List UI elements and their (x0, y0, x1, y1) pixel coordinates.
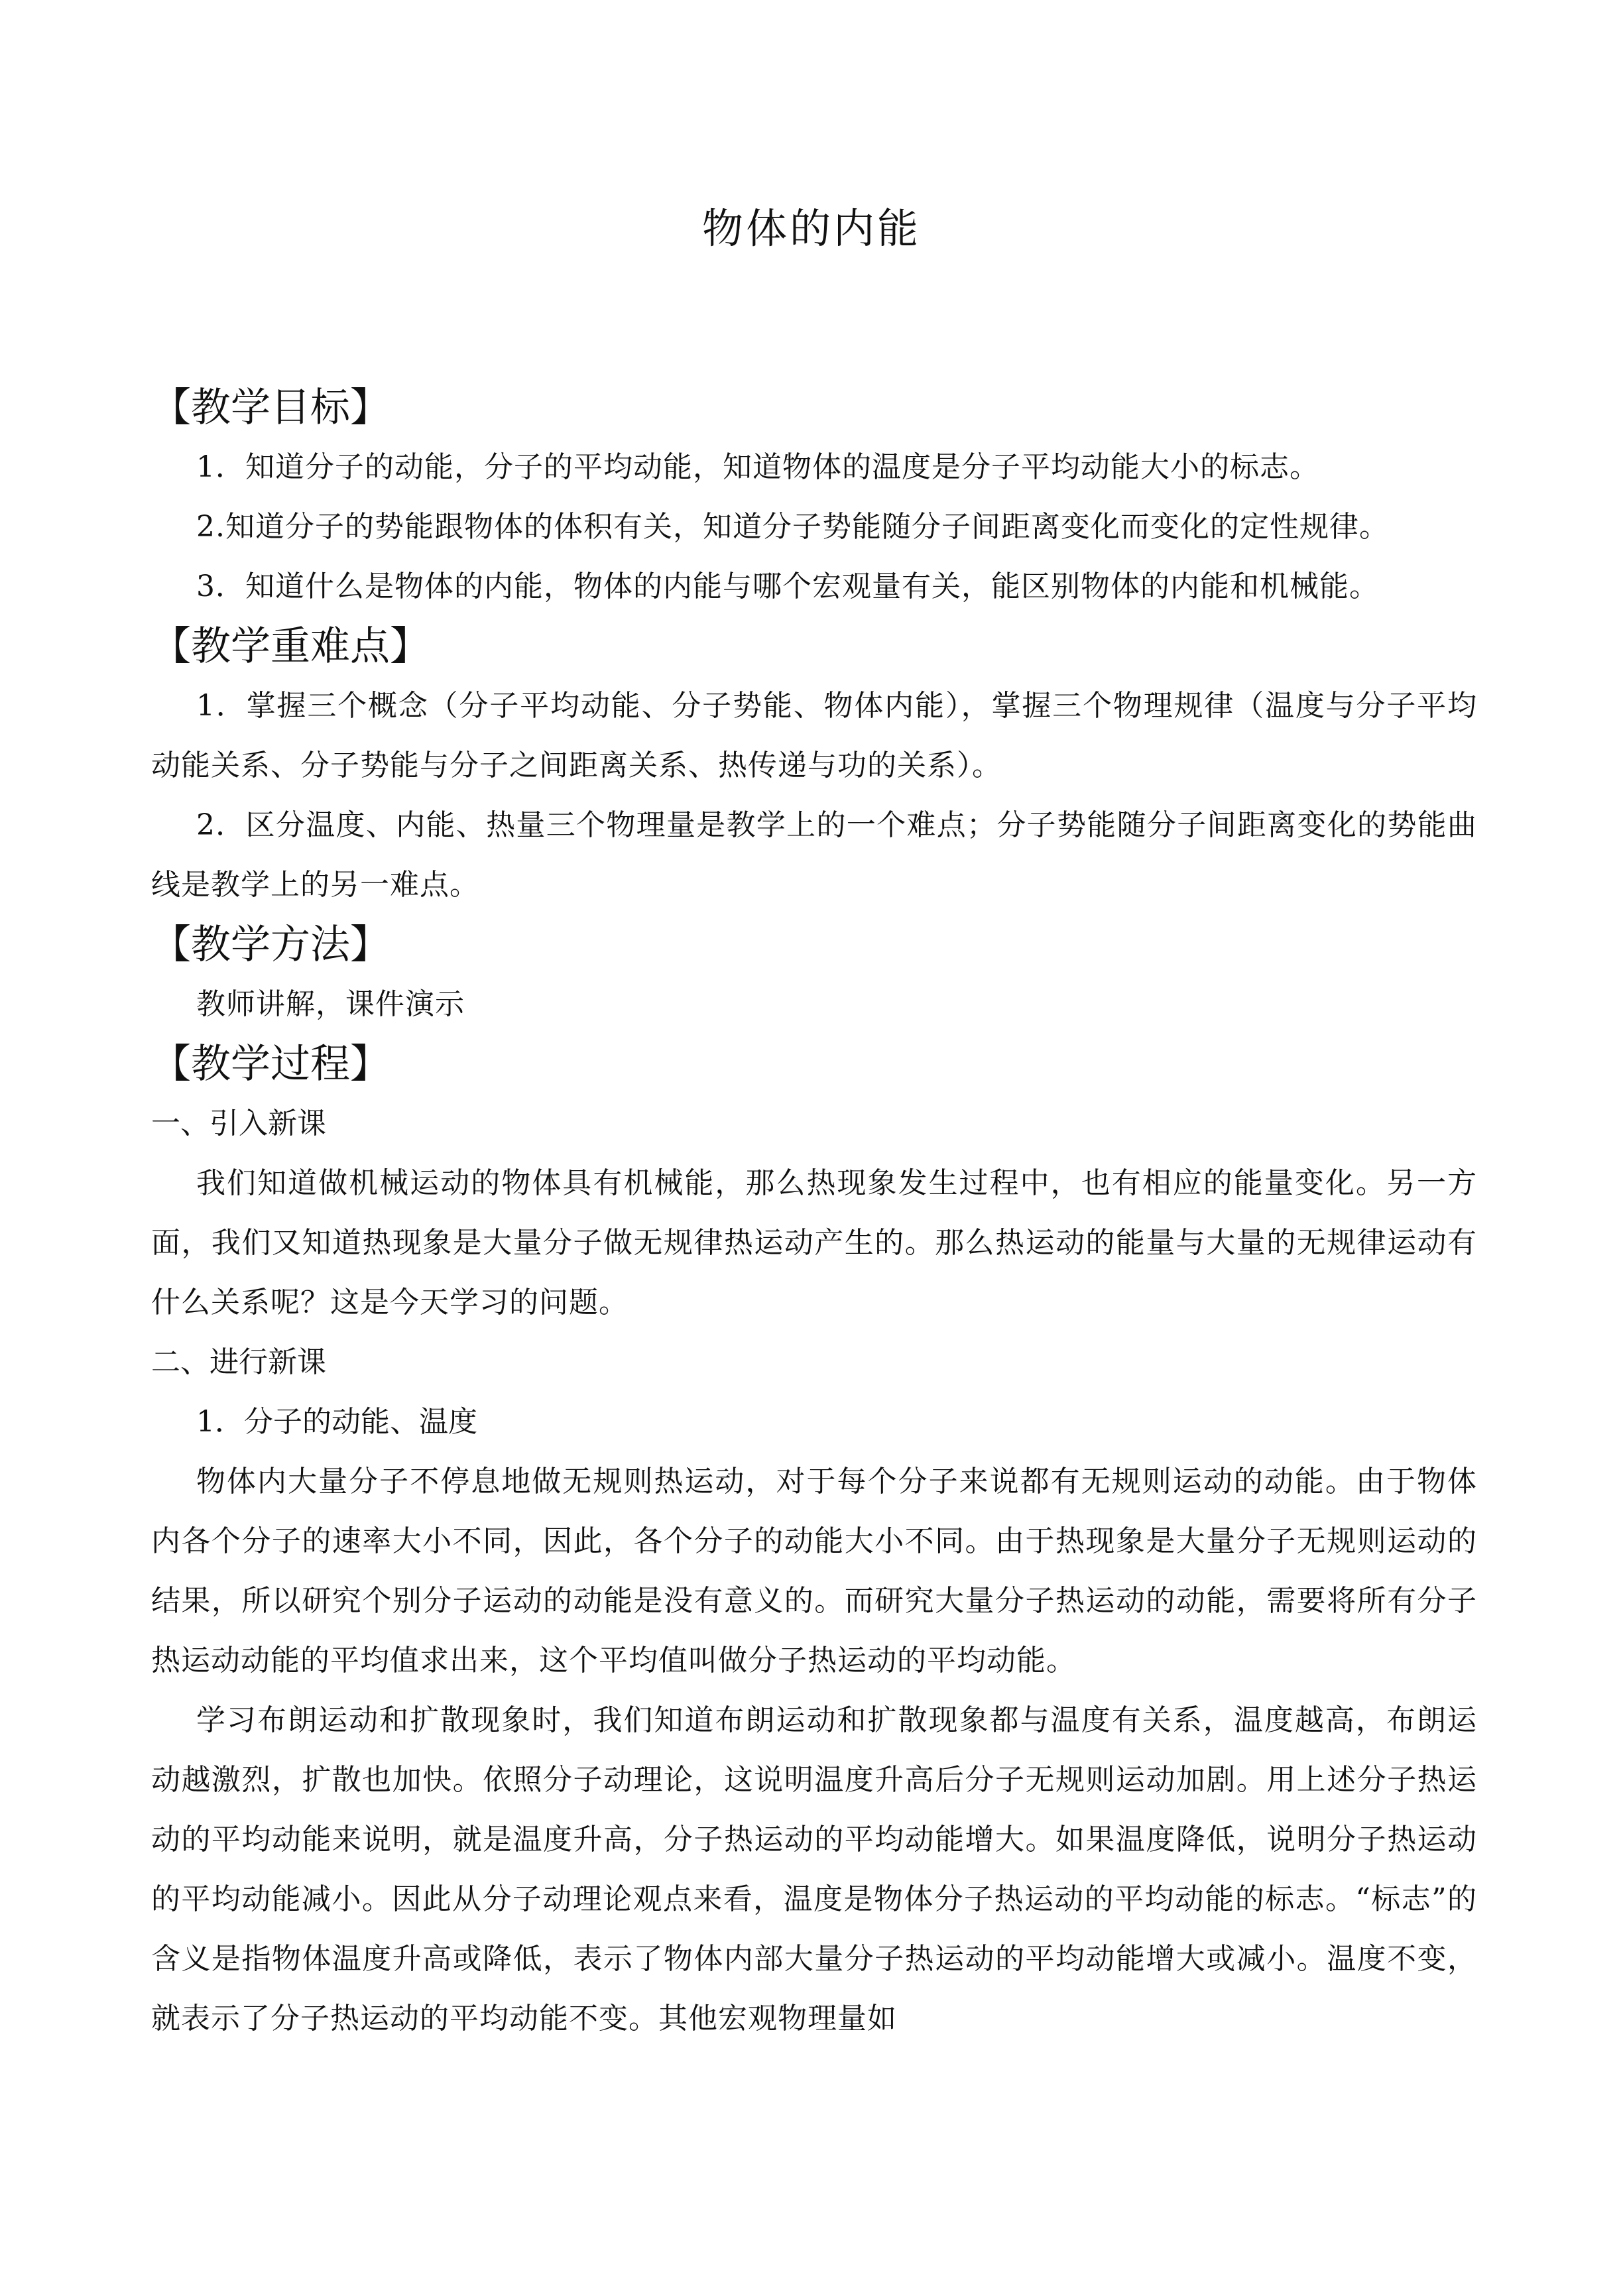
paragraph-2: 学习布朗运动和扩散现象时，我们知道布朗运动和扩散现象都与温度有关系，温度越高，布朗运动越激烈，扩散也加快。依照分子动理论，这说明温度升高后分子无规则运动加剧。用上述分子热运动的平均动能来说明，就是温度升高，分子热运动的平均动能增大。如果温度降低，说明分子热运动的平均动能减小。因此从分子动理论观点来看，温度是物体分子热运动的平均动能的标志。“标志”的含义是指物体温度升高或降低，表示了物体内部大量分子热运动的平均动能增大或减小。温度不变，就表示了分子热运动的平均动能不变。其他宏观物理量如 (151, 1703, 1477, 2035)
key-point-item: 2．区分温度、内能、热量三个物理量是教学上的一个难点；分子势能随分子间距离变化的势能曲线是教学上的另一难点。 (151, 808, 1477, 902)
sub1-title: 1．分子的动能、温度 (196, 1405, 477, 1439)
process-heading: 【教学过程】 (151, 1041, 390, 1087)
part1-text: 我们知道做机械运动的物体具有机械能，那么热现象发生过程中，也有相应的能量变化。另一方面，我们又知道热现象是大量分子做无规律热运动产生的。那么热运动的能量与大量的无规律运动有什么关系呢？这是今天学习的问题。 (151, 1166, 1477, 1319)
key-point-item: 1．掌握三个概念（分子平均动能、分子势能、物体内能），掌握三个物理规律（温度与分子平均动能关系、分子势能与分子之间距离关系、热传递与功的关系）。 (151, 689, 1477, 782)
document-title: 物体的内能 (701, 204, 921, 253)
key-points-heading: 【教学重难点】 (151, 623, 430, 670)
goals-heading: 【教学目标】 (151, 385, 390, 431)
methods-heading: 【教学方法】 (151, 922, 390, 968)
part2-title: 二、进行新课 (151, 1345, 326, 1379)
goal-item: 1．知道分子的动能，分子的平均动能，知道物体的温度是分子平均动能大小的标志。 (196, 450, 1319, 484)
part1-title: 一、引入新课 (151, 1107, 326, 1140)
paragraph-1: 物体内大量分子不停息地做无规则热运动，对于每个分子来说都有无规则运动的动能。由于物体内各个分子的速率大小不同，因此，各个分子的动能大小不同。由于热现象是大量分子无规则运动的结果，所以研究个别分子运动的动能是没有意义的。而研究大量分子热运动的动能，需要将所有分子热运动动能的平均值求出来，这个平均值叫做分子热运动的平均动能。 (151, 1465, 1477, 1677)
goal-item: 2.知道分子的势能跟物体的体积有关，知道分子势能随分子间距离变化而变化的定性规律。 (196, 510, 1389, 544)
document-body (151, 378, 1477, 2049)
methods-text: 教师讲解，课件演示 (196, 987, 465, 1021)
goal-item: 3．知道什么是物体的内能，物体的内能与哪个宏观量有关，能区别物体的内能和机械能。 (196, 570, 1379, 603)
